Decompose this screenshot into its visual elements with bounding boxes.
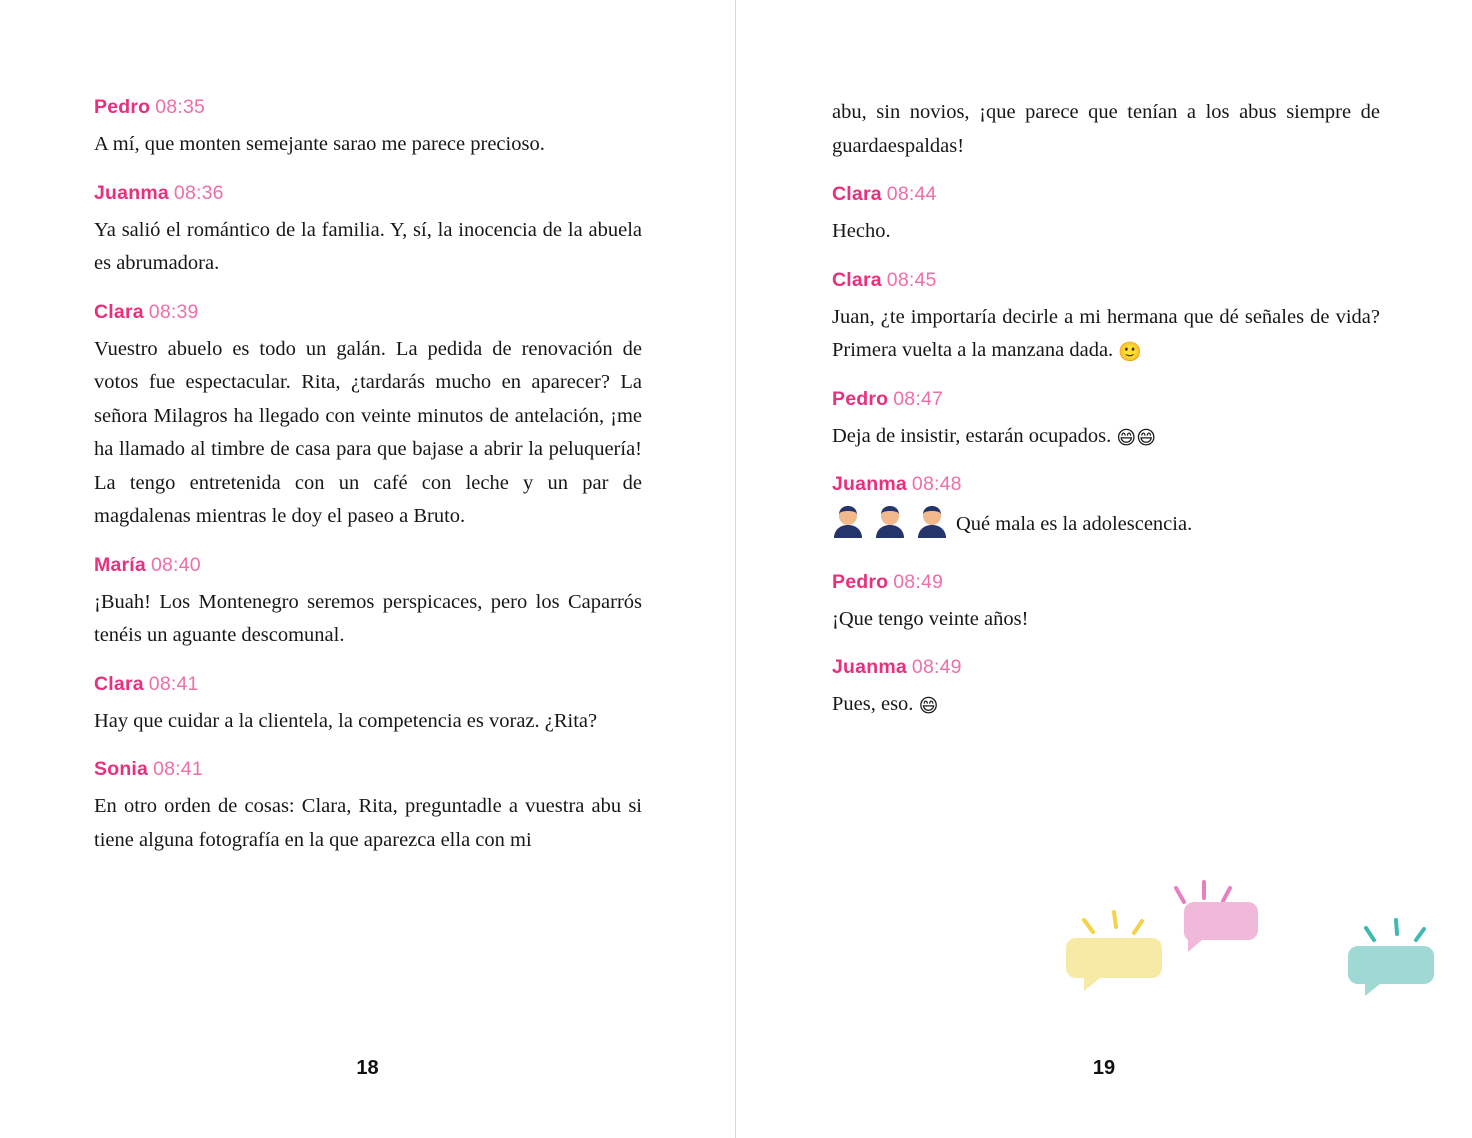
right-page-column [832, 96, 1380, 742]
message-text: Deja de insistir, estarán ocupados. [832, 424, 1112, 447]
message-text: ¡Buah! Los Montenegro seremos perspicaces, pero los Caparrós tenéis un aguante descomunal. [94, 590, 642, 646]
message-header [94, 96, 642, 119]
message-time: 08:39 [148, 300, 199, 323]
message-text-wrap [832, 688, 1380, 722]
left-page-column [94, 96, 642, 877]
message-time: 08:45 [886, 268, 937, 291]
message-header [832, 388, 1380, 411]
message-header [832, 269, 1380, 292]
grinning-squinting-face-emoji: 😄 [918, 695, 939, 717]
message-text: Ya salió el romántico de la familia. Y, sí, la inocencia de la abuela es abrumadora. [94, 218, 642, 274]
chat-message [94, 96, 642, 162]
message-time: 08:40 [150, 553, 201, 576]
page-right [736, 0, 1472, 1138]
message-header [94, 182, 642, 205]
message-time: 08:36 [173, 181, 224, 204]
message-sender: Sonia [94, 758, 149, 780]
grinning-squinting-face-emoji: 😄😄 [1116, 426, 1157, 449]
slightly-smiling-face-emoji: 🙂 [1118, 341, 1142, 363]
chat-message [94, 673, 642, 739]
avatar-trio-icon [832, 505, 950, 551]
chat-message [832, 388, 1380, 454]
chat-message [832, 269, 1380, 368]
message-sender: Pedro [94, 96, 151, 118]
message-time: 08:41 [153, 758, 203, 780]
message-time: 08:47 [893, 387, 944, 410]
message-sender: Clara [94, 300, 144, 323]
message-sender: Juanma [832, 473, 907, 495]
message-header [832, 571, 1380, 594]
message-time: 08:35 [155, 96, 206, 118]
message-header [832, 183, 1380, 206]
speech-bubbles-illustration [1066, 880, 1466, 1010]
message-text-wrap [832, 301, 1380, 368]
message-header [94, 758, 642, 781]
message-time: 08:49 [911, 656, 962, 678]
message-sender: Juanma [94, 181, 169, 204]
chat-message [832, 183, 1380, 249]
message-text: Juan, ¿te importaría decirle a mi hermana que dé señales de vida? Primera vuelta a la manzana dada. [832, 305, 1380, 361]
message-text: abu, sin novios, ¡que parece que tenían a los abus siempre de guardaespaldas! [832, 101, 1380, 157]
message-header [832, 473, 1380, 496]
message-text-wrap [832, 505, 1380, 551]
message-header [94, 673, 642, 696]
chat-message [94, 182, 642, 281]
message-sender: Pedro [832, 387, 889, 410]
message-text: Pues, eso. [832, 693, 914, 715]
message-text-wrap [832, 420, 1380, 454]
message-sender: Juanma [832, 656, 907, 678]
message-text: Qué mala es la adolescencia. [956, 513, 1193, 535]
chat-message [94, 554, 642, 653]
message-text: Hay que cuidar a la clientela, la competencia es voraz. ¿Rita? [94, 709, 598, 732]
chat-message [832, 571, 1380, 637]
message-header [94, 301, 642, 324]
continued-paragraph [832, 96, 1380, 163]
message-header [94, 554, 642, 577]
message-header [832, 656, 1380, 679]
page-number: 18 [356, 1057, 379, 1079]
page-number: 19 [1092, 1057, 1116, 1079]
chat-message [94, 301, 642, 534]
message-sender: Clara [832, 268, 882, 291]
message-time: 08:41 [148, 672, 199, 695]
message-sender: Clara [94, 672, 144, 695]
chat-message [832, 656, 1380, 722]
message-text: Hecho. [832, 220, 891, 242]
message-time: 08:44 [886, 183, 937, 205]
message-sender: María [94, 553, 146, 576]
message-sender: Clara [832, 183, 882, 205]
message-text: En otro orden de cosas: Clara, Rita, preguntadle a vuestra abu si tiene alguna fotografía en la que aparezca ella con mi [94, 795, 642, 851]
message-text: ¡Que tengo veinte años! [832, 607, 1029, 630]
message-time: 08:48 [911, 473, 962, 495]
chat-message [94, 758, 642, 857]
message-sender: Pedro [832, 570, 889, 593]
chat-message [832, 473, 1380, 551]
message-text: A mí, que monten semejante sarao me parece precioso. [94, 133, 545, 155]
message-text: Vuestro abuelo es todo un galán. La pedida de renovación de votos fue espectacular. Rita, ¿tardarás mucho en aparecer? La señora Milagros ha llegado con veinte minutos de antelación, ¡me ha llamado al timbre de casa para que bajase a abrir la peluquería! La tengo entretenida con un café con leche y un par de magdalenas mientras le doy el paseo a Bruto. [94, 337, 642, 527]
message-time: 08:49 [893, 570, 944, 593]
